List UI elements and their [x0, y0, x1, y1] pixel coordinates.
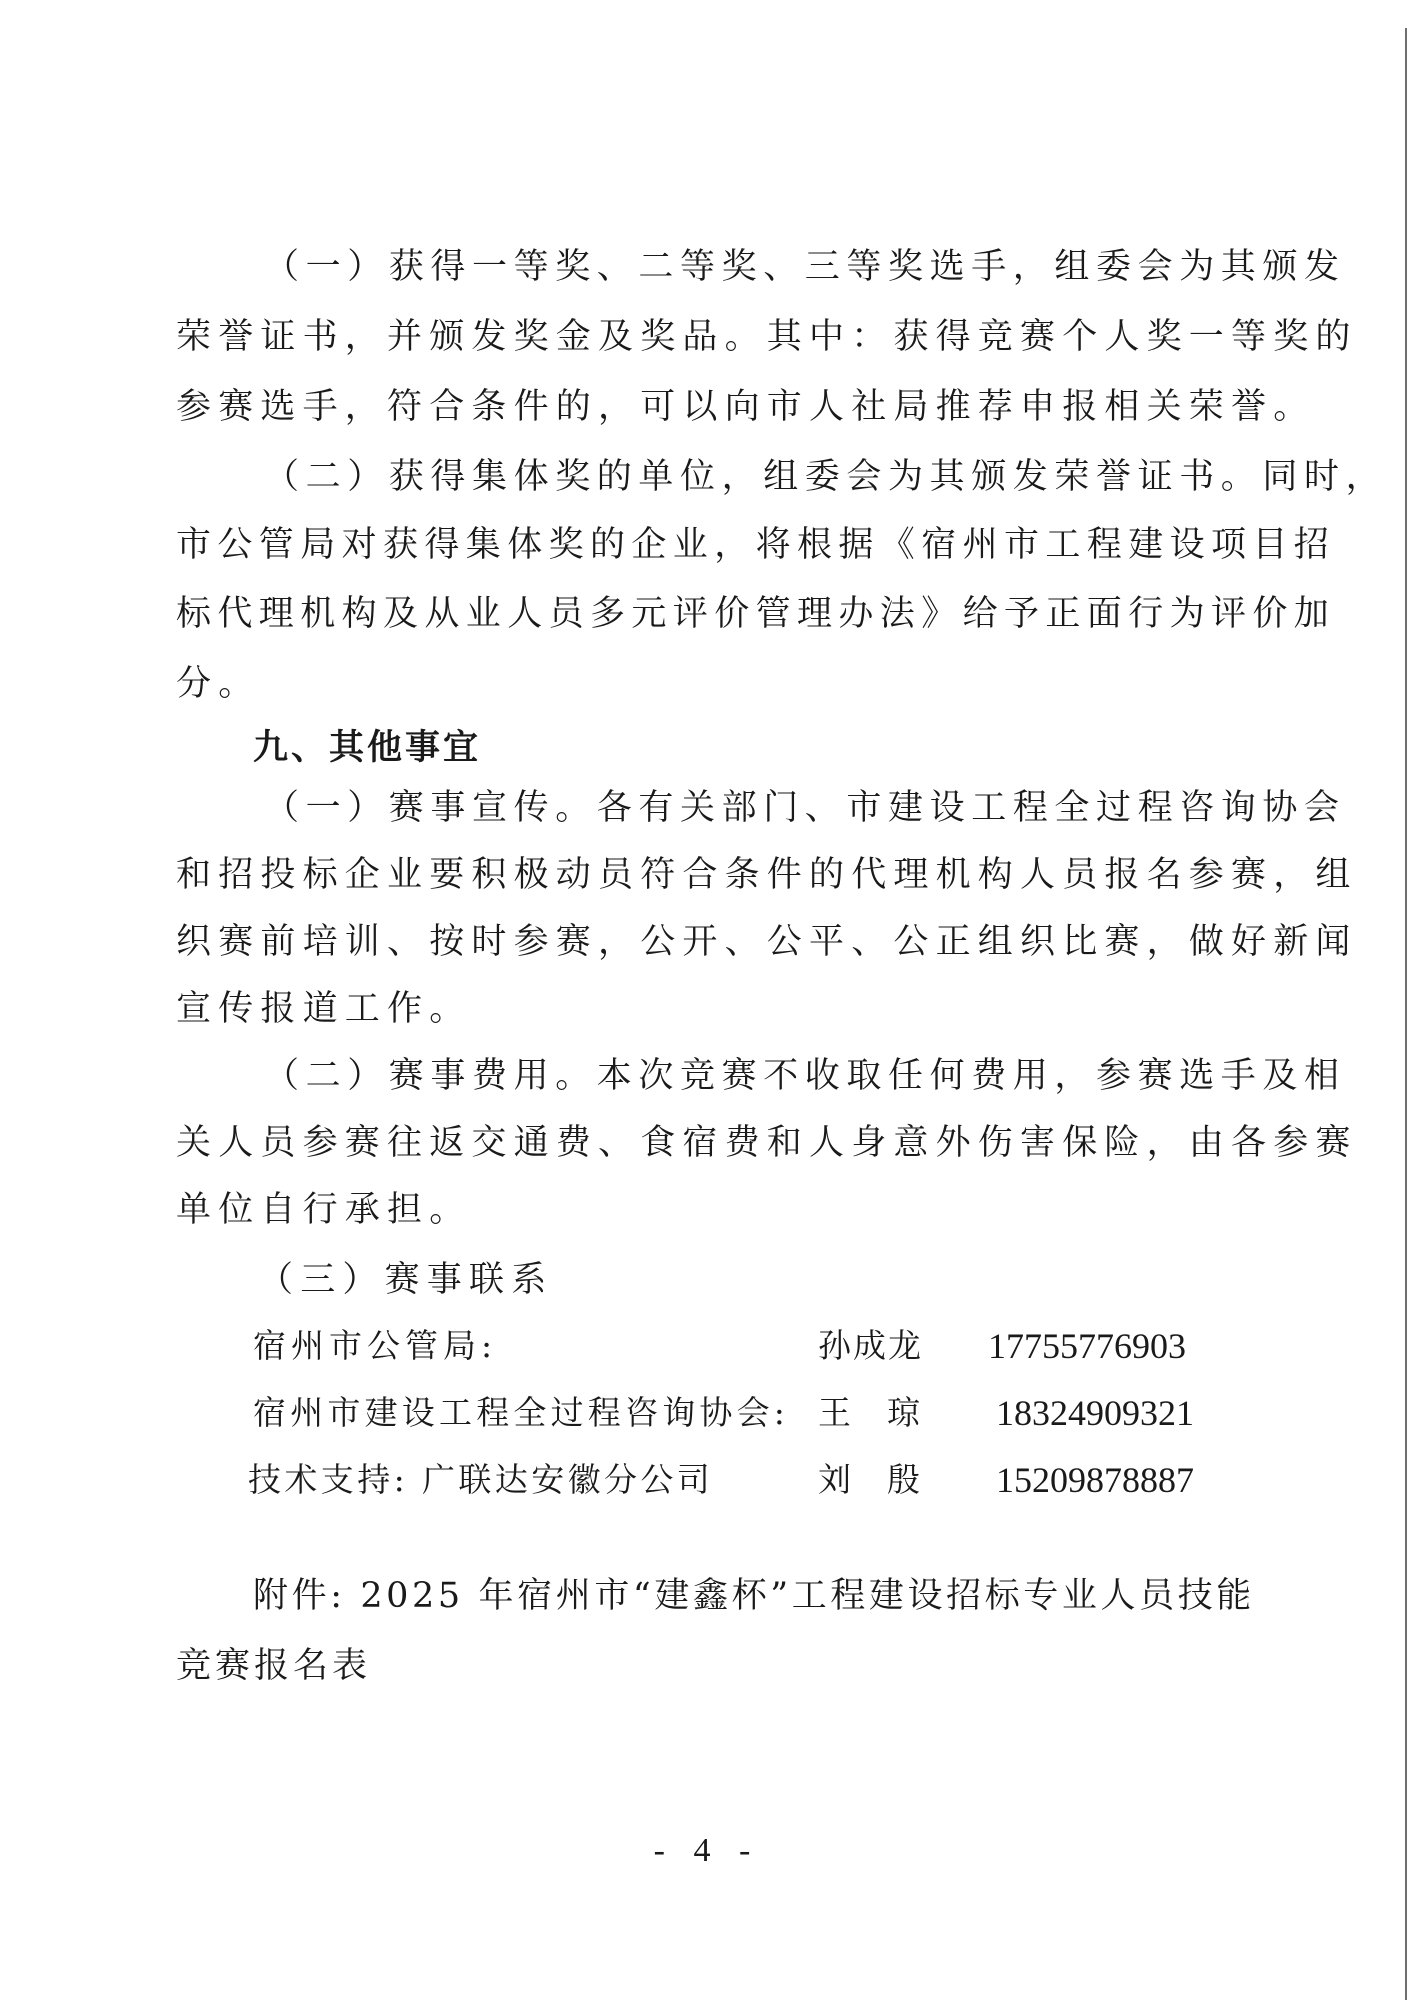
- fees-para-line-2: 关人员参赛往返交通费、食宿费和人身意外伤害保险，由各参赛: [176, 1123, 1358, 1163]
- awards-para-2-line-1: （二）获得集体奖的单位，组委会为其颁发荣誉证书。同时，: [264, 457, 1388, 497]
- contact-phone: 18324909321: [996, 1393, 1194, 1433]
- awards-para-2-line-3: 标代理机构及从业人员多元评价管理办法》给予正面行为评价加: [176, 594, 1336, 634]
- publicity-para-line-1: （一）赛事宣传。各有关部门、市建设工程全过程咨询协会: [264, 788, 1346, 828]
- contact-phone: 15209878887: [996, 1460, 1194, 1500]
- contact-given-name: 殷: [887, 1460, 920, 1499]
- contact-name: [818, 1391, 920, 1435]
- contact-org: 宿州市建设工程全过程咨询协会:: [253, 1393, 790, 1432]
- contact-name: [818, 1458, 920, 1502]
- contact-row-technical-support: [248, 1458, 1248, 1502]
- contact-name: [818, 1324, 923, 1368]
- contact-org: 技术支持: 广联达安徽分公司: [248, 1460, 714, 1499]
- awards-para-2-line-2: 市公管局对获得集体奖的企业，将根据《宿州市工程建设项目招: [176, 525, 1336, 565]
- fees-para-line-1: （二）赛事费用。本次竞赛不收取任何费用，参赛选手及相: [264, 1056, 1346, 1096]
- contact-surname: 王: [818, 1393, 851, 1432]
- contact-org: 宿州市公管局:: [253, 1326, 498, 1365]
- contact-phone: 17755776903: [988, 1326, 1186, 1366]
- attachment-line-2: 竞赛报名表: [176, 1646, 372, 1686]
- attachment-line-1: 附件: 2025 年宿州市“建鑫杯”工程建设招标专业人员技能: [253, 1576, 1255, 1616]
- publicity-para-line-3: 织赛前培训、按时参赛，公开、公平、公正组织比赛，做好新闻: [176, 922, 1358, 962]
- contact-row-public-resource-bureau: [253, 1324, 1253, 1368]
- publicity-para-line-2: 和招投标企业要积极动员符合条件的代理机构人员报名参赛，组: [176, 855, 1358, 895]
- awards-para-1-line-1: （一）获得一等奖、二等奖、三等奖选手，组委会为其颁发: [264, 247, 1346, 287]
- awards-para-1-line-2: 荣誉证书，并颁发奖金及奖品。其中：获得竞赛个人奖一等奖的: [176, 317, 1358, 357]
- awards-para-2-line-4: 分。: [176, 664, 261, 704]
- section-heading-other-matters: 九、其他事宜: [253, 728, 482, 768]
- publicity-para-line-4: 宣传报道工作。: [176, 989, 472, 1029]
- page-number: - 4 -: [653, 1832, 761, 1869]
- scan-edge-line: [1405, 28, 1407, 2000]
- contact-given-name: 琼: [887, 1393, 920, 1432]
- awards-para-1-line-3: 参赛选手，符合条件的，可以向市人社局推荐申报相关荣誉。: [176, 387, 1316, 427]
- contact-row-consulting-association: [253, 1391, 1253, 1435]
- fees-para-line-3: 单位自行承担。: [176, 1190, 472, 1230]
- contact-name-text: 孙成龙: [818, 1326, 923, 1365]
- contacts-title: （三）赛事联系: [258, 1260, 554, 1300]
- contact-surname: 刘: [818, 1460, 851, 1499]
